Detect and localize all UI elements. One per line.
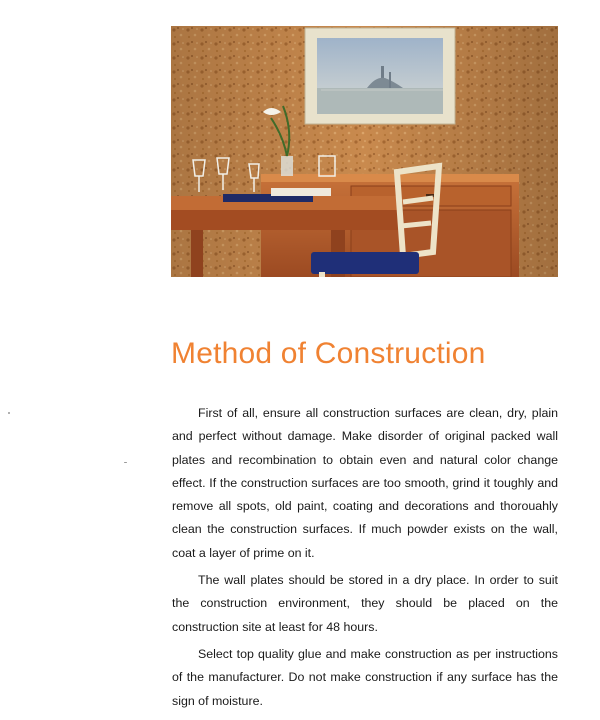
scan-speck xyxy=(124,462,127,463)
framed-painting xyxy=(305,28,455,124)
scan-speck xyxy=(8,412,10,414)
room-photo xyxy=(171,26,558,277)
paragraph-3: Select top quality glue and make construction as per instructions of the manufacturer. Do not make construction if any surface has the sign of moisture. xyxy=(172,646,558,708)
paragraph-1: First of all, ensure all construction surfaces are clean, dry, plain and perfect without damage. Make disorder of original packed wall plates and recombination to obtain even and natural color change effect. If the construction surfaces are too smooth, grind it toughly and remove all spots, old paint, coating and decorations and thorouahly clean the construction surfaces. If much powder exists on the wall, coat a layer of prime on it. xyxy=(172,406,558,560)
body-text xyxy=(172,402,558,717)
page-title: Method of Construction xyxy=(171,337,486,370)
paragraph-2: The wall plates should be stored in a dry place. In order to suit the construction environment, they should be placed on the construction site at least for 48 hours. xyxy=(172,573,558,634)
